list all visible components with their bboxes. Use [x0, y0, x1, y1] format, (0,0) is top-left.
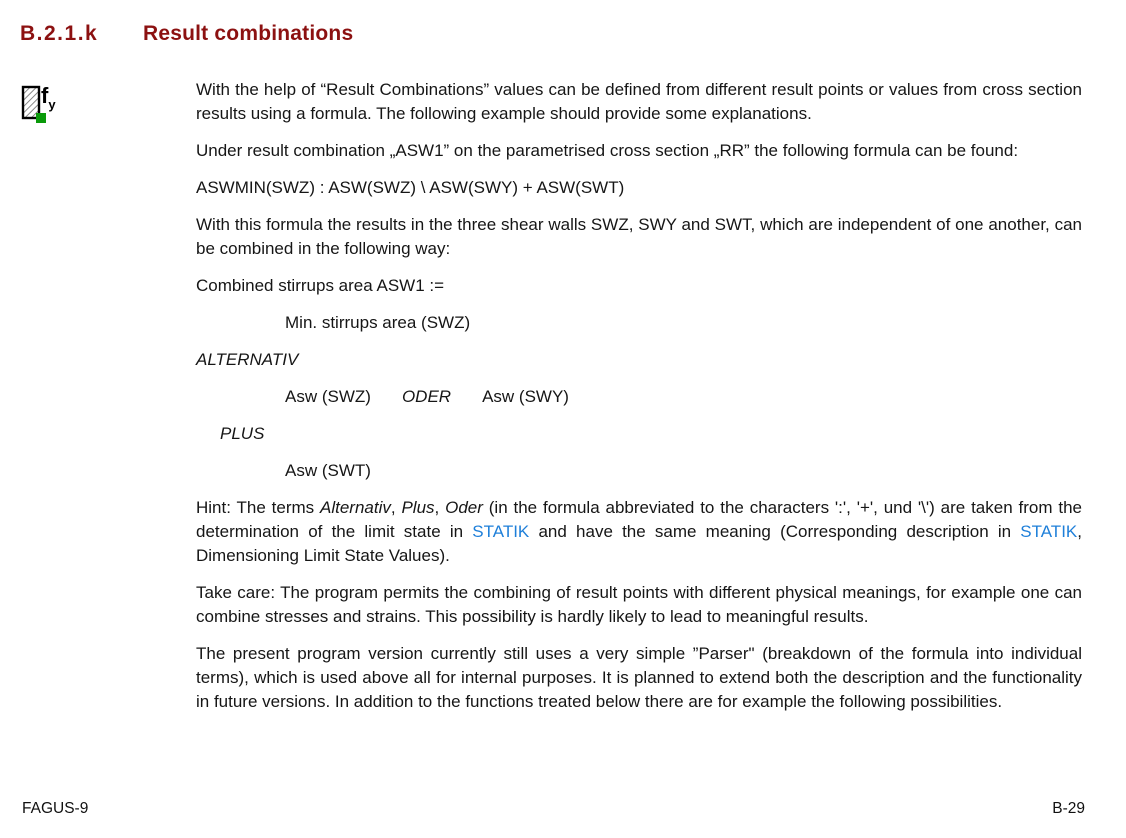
oder-keyword: ODER — [401, 387, 452, 406]
footer-page-number: B-29 — [1052, 800, 1085, 817]
oder-row — [196, 385, 1082, 409]
green-square-marker — [36, 113, 46, 123]
page-footer — [22, 800, 1085, 818]
cross-section-fy-margin-icon — [20, 84, 72, 126]
closing-paragraph: The present program version currently still uses a very simple ”Parser" (breakdown of the formula into individual terms), which is used above all for internal purposes. It is planned to extend both the description and the functionality in future versions. In addition to the functions treated below there are for example the following possibilities. — [196, 644, 1082, 711]
take-care-paragraph: Take care: The program permits the combining of result points with different physical meanings, for example one can combine stresses and strains. This possibility is hardly likely to lead to meaningful results. — [196, 583, 1082, 626]
paragraph-shear-walls: With this formula the results in the three shear walls SWZ, SWY and SWT, which are independent of one another, can be combined in the following way: — [196, 215, 1082, 258]
paragraph-under-result-combination: Under result combination „ASW1” on the parametrised cross section „RR” the following formula can be found: — [196, 141, 1019, 160]
formula-line: ASWMIN(SWZ) : ASW(SWZ) \ ASW(SWY) + ASW(SWT) — [196, 178, 625, 197]
hint-paragraph: Hint: The terms Alternativ, Plus, Oder (in the formula abbreviated to the characters ':', '+', und '\') are taken from the determination of the limit state in STATIK and have the same meaning (Corresponding description in STATIK, Dimensioning Limit State Values). — [196, 498, 1082, 565]
alternativ-keyword: ALTERNATIV — [196, 350, 299, 369]
asw-swy-term: Asw (SWY) — [482, 387, 569, 406]
section-heading — [20, 22, 353, 46]
paragraph-intro: With the help of “Result Combinations” values can be defined from different result points or values from cross section results using a formula. The following example should provide some explanations. — [196, 80, 1082, 123]
asw-swt-line: Asw (SWT) — [285, 461, 371, 480]
statik-link[interactable]: STATIK — [472, 522, 530, 541]
body-text-column — [196, 78, 1082, 727]
section-number: B.2.1.k — [20, 22, 99, 45]
asw-swz-term: Asw (SWZ) — [285, 387, 371, 406]
min-stirrups-line: Min. stirrups area (SWZ) — [285, 313, 471, 332]
statik-link[interactable]: STATIK — [1020, 522, 1078, 541]
assignment-line: Combined stirrups area ASW1 := — [196, 276, 445, 295]
fy-symbol: $f_y$ — [41, 83, 56, 112]
plus-keyword: PLUS — [220, 424, 265, 443]
page-title: Result combinations — [143, 22, 354, 45]
footer-product-name: FAGUS-9 — [22, 800, 89, 817]
